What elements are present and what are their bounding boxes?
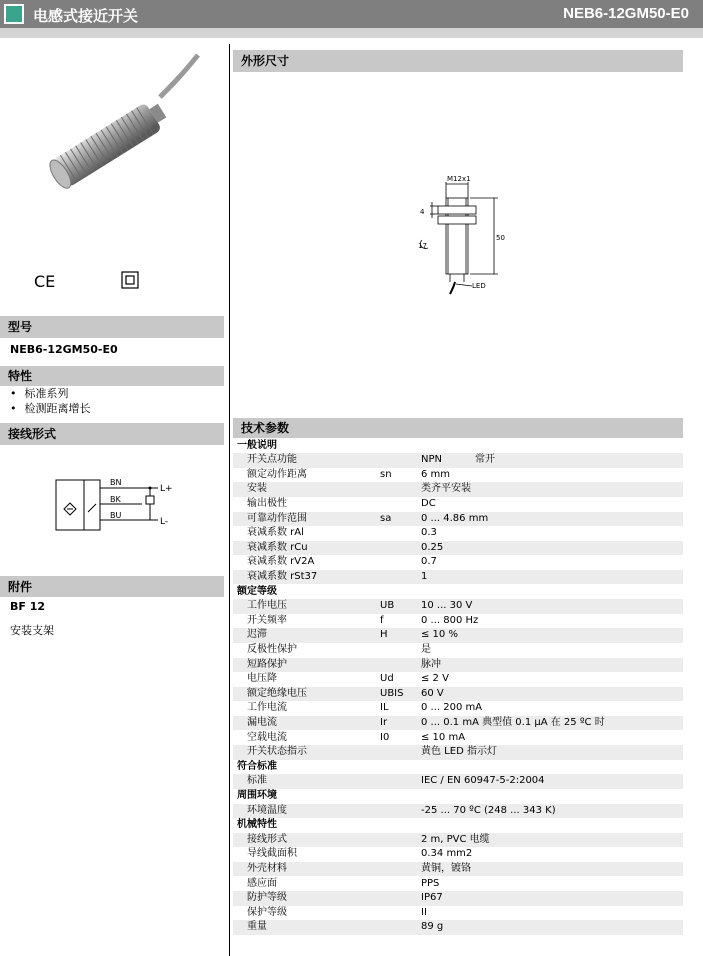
tech-value: 10 ... 30 V: [421, 600, 473, 612]
tech-value: DC: [421, 497, 436, 509]
tech-row: [233, 453, 683, 468]
tech-value: 0.25: [421, 541, 444, 553]
tech-label: 输出极性: [247, 497, 287, 509]
tech-value: 黄色 LED 指示灯: [421, 746, 497, 758]
tech-value: 2 m, PVC 电缆: [421, 833, 490, 845]
dim-thread: M12x1: [447, 175, 471, 183]
tech-value: ≤ 10 mA: [421, 731, 466, 743]
tech-row: [233, 701, 683, 716]
tech-value: 1: [421, 570, 428, 582]
tech-symbol: Ud: [380, 673, 394, 685]
model-heading: 型号: [0, 316, 224, 338]
tech-label: 空载电流: [247, 731, 287, 743]
tech-value: -25 ... 70 ºC (248 ... 343 K): [421, 804, 556, 816]
tech-value: 60 V: [421, 687, 444, 699]
wire-lplus: L+: [160, 484, 173, 494]
tech-row: [233, 482, 683, 497]
tech-label: 工作电流: [247, 702, 287, 714]
tech-row: [233, 658, 683, 673]
tech-symbol: I0: [380, 731, 390, 743]
tech-row: [233, 526, 683, 541]
tech-label: 衰减系数 rCu: [247, 541, 308, 553]
tech-label: 符合标准: [237, 760, 277, 772]
tech-row: [233, 716, 683, 731]
logo-icon: [4, 4, 24, 24]
tech-label: 保护等级: [247, 906, 287, 918]
tech-label: 安装: [247, 483, 267, 495]
tech-symbol: UB: [380, 600, 395, 612]
tech-value: 是: [421, 643, 431, 655]
tech-label: 额定等级: [237, 585, 277, 597]
feature-item: • 检测距离增长: [10, 401, 91, 416]
tech-value: 0.34 mm2: [421, 848, 473, 860]
model-value: NEB6-12GM50-E0: [10, 343, 118, 356]
dim-led: LED: [472, 282, 486, 290]
wire-lminus: L-: [160, 517, 169, 527]
product-photo: [22, 45, 222, 225]
tech-label: 电压降: [247, 673, 277, 685]
double-insulation-icon: [121, 271, 139, 289]
dimensions-heading: 外形尺寸: [233, 50, 683, 72]
tech-label: 额定动作距离: [247, 468, 307, 480]
tech-row: [233, 555, 683, 570]
accessory-desc: 安装支架: [10, 624, 54, 637]
tech-row: [233, 920, 683, 935]
wiring-diagram: [50, 472, 180, 536]
accessory-name: BF 12: [10, 600, 46, 613]
tech-value: 89 g: [421, 921, 444, 933]
tech-group-row: [233, 439, 683, 454]
column-divider: [229, 44, 230, 956]
tech-value: 0 ... 4.86 mm: [421, 512, 489, 524]
tech-label: 漏电流: [247, 716, 277, 728]
tech-value: 0 ... 0.1 mA 典型值 0.1 μA 在 25 ºC 时: [421, 716, 605, 728]
tech-symbol: f: [380, 614, 384, 626]
tech-value: 0 ... 200 mA: [421, 702, 483, 714]
tech-value: ≤ 2 V: [421, 673, 449, 685]
tech-label: 导线截面积: [247, 848, 297, 860]
tech-label: 标准: [247, 775, 267, 787]
tech-row: [233, 541, 683, 556]
tech-label: 开关频率: [247, 614, 287, 626]
tech-value: 0.7: [421, 556, 437, 568]
dim-nut: 4: [420, 208, 425, 216]
tech-row: [233, 774, 683, 789]
tech-label: 防护等级: [247, 892, 287, 904]
tech-value: 脉冲: [421, 658, 441, 670]
tech-symbol: IL: [380, 702, 389, 714]
features-heading: 特性: [0, 366, 224, 386]
wiring-heading: 接线形式: [0, 423, 224, 445]
tech-label: 衰减系数 rSt37: [247, 570, 318, 582]
tech-value: IP67: [421, 892, 443, 904]
ce-mark: CE: [34, 272, 56, 291]
wire-bn: BN: [110, 478, 122, 487]
features-list: [10, 386, 91, 416]
tech-symbol: sa: [380, 512, 392, 524]
tech-value: 0 ... 800 Hz: [421, 614, 479, 626]
tech-value: 0.3: [421, 527, 437, 539]
tech-label: 重量: [247, 921, 267, 933]
tech-value: 6 mm: [421, 468, 451, 480]
tech-group-row: [233, 760, 683, 775]
tech-row: [233, 497, 683, 512]
tech-group-row: [233, 818, 683, 833]
tech-row: [233, 687, 683, 702]
tech-label: 开关点功能: [247, 454, 297, 466]
tech-extra: 常开: [475, 454, 495, 466]
tech-label: 机械特性: [237, 819, 277, 831]
tech-label: 衰减系数 rV2A: [247, 556, 315, 568]
tech-value: NPN: [421, 454, 442, 466]
tech-label: 接线形式: [247, 833, 287, 845]
tech-label: 额定绝缘电压: [247, 687, 307, 699]
tech-row: [233, 468, 683, 483]
tech-group-row: [233, 789, 683, 804]
page-title: 电感式接近开关: [33, 7, 139, 25]
tech-value: IEC / EN 60947-5-2:2004: [421, 775, 545, 787]
dim-length: 50: [496, 234, 505, 242]
tech-row: [233, 731, 683, 746]
wire-bk: BK: [110, 495, 121, 504]
tech-value: ≤ 10 %: [421, 629, 458, 641]
tech-row: [233, 906, 683, 921]
accessories-heading: 附件: [0, 576, 224, 597]
tech-row: [233, 862, 683, 877]
tech-row: [233, 599, 683, 614]
tech-row: [233, 877, 683, 892]
tech-value: PPS: [421, 877, 440, 889]
tech-symbol: H: [380, 629, 388, 641]
tech-row: [233, 570, 683, 585]
tech-row: [233, 628, 683, 643]
header-bar: [0, 0, 703, 28]
tech-value: II: [421, 906, 427, 918]
feature-item: • 标准系列: [10, 386, 91, 401]
header-subbar: [0, 28, 703, 38]
tech-value: 类齐平安装: [421, 483, 471, 495]
dim-wrench: 17: [418, 242, 427, 250]
tech-row: [233, 745, 683, 760]
tech-row: [233, 833, 683, 848]
tech-heading: 技术参数: [233, 418, 683, 438]
tech-label: 可靠动作范围: [247, 512, 307, 524]
tech-symbol: UBIS: [380, 687, 404, 699]
tech-label: 反极性保护: [247, 643, 297, 655]
tech-label: 工作电压: [247, 600, 287, 612]
tech-symbol: Ir: [380, 716, 388, 728]
tech-label: 一般说明: [237, 439, 277, 451]
tech-row: [233, 804, 683, 819]
tech-row: [233, 643, 683, 658]
tech-label: 衰减系数 rAl: [247, 527, 304, 539]
tech-row: [233, 512, 683, 527]
tech-label: 迟滞: [247, 629, 267, 641]
model-title: NEB6-12GM50-E0: [563, 5, 689, 22]
tech-group-row: [233, 585, 683, 600]
tech-label: 感应面: [247, 877, 277, 889]
wire-bu: BU: [110, 511, 122, 520]
tech-value: 黄铜，镀铬: [421, 862, 471, 874]
tech-symbol: sn: [380, 468, 392, 480]
tech-label: 环境温度: [247, 804, 287, 816]
tech-label: 短路保护: [247, 658, 287, 670]
tech-label: 外壳材料: [247, 862, 287, 874]
tech-label: 周围环境: [237, 789, 277, 801]
tech-label: 开关状态指示: [247, 746, 307, 758]
tech-row: [233, 891, 683, 906]
tech-row: [233, 672, 683, 687]
dimension-drawing: [410, 172, 510, 296]
tech-row: [233, 847, 683, 862]
tech-row: [233, 614, 683, 629]
